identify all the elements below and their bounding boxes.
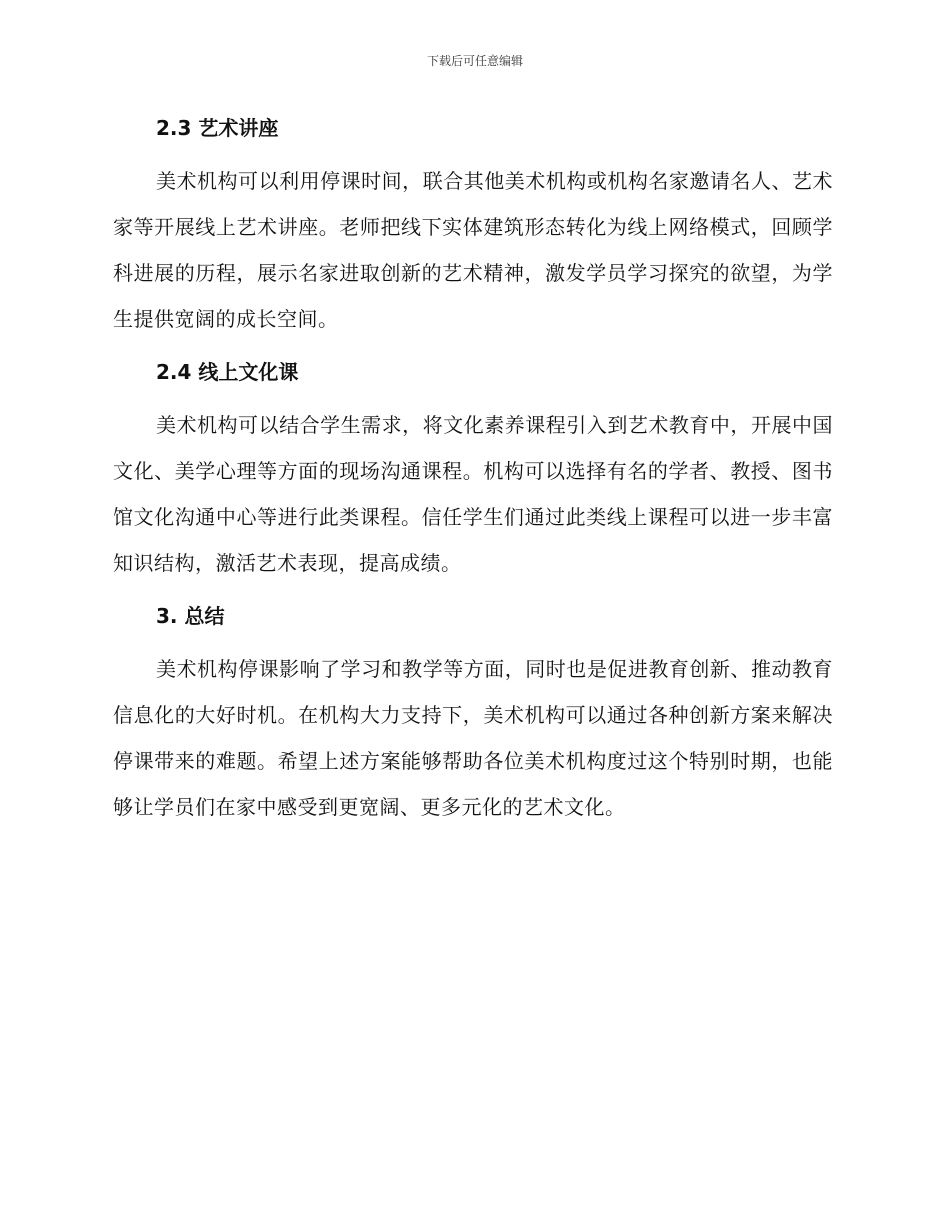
document-body: [113, 112, 833, 844]
section-summary: [113, 600, 833, 830]
section-paragraph: 美术机构可以利用停课时间，联合其他美术机构或机构名家邀请名人、艺术家等开展线上艺术讲座。老师把线下实体建筑形态转化为线上网络模式，回顾学科进展的历程，展示名家进取创新的艺术精神，激发学员学习探究的欲望，为学生提供宽阔的成长空间。: [113, 169, 833, 331]
section-heading: 2.4 线上文化课: [156, 360, 299, 384]
section-heading: 3. 总结: [156, 604, 225, 628]
section-paragraph: 美术机构停课影响了学习和教学等方面，同时也是促进教育创新、推动教育信息化的大好时机。在机构大力支持下，美术机构可以通过各种创新方案来解决停课带来的难题。希望上述方案能够帮助各位美术机构度过这个特别时期，也能够让学员们在家中感受到更宽阔、更多元化的艺术文化。: [113, 657, 833, 819]
page-header: 下载后可任意编辑: [426, 54, 523, 68]
section-art-lectures: [113, 112, 833, 342]
section-paragraph: 美术机构可以结合学生需求，将文化素养课程引入到艺术教育中，开展中国文化、美学心理等方面的现场沟通课程。机构可以选择有名的学者、教授、图书馆文化沟通中心等进行此类课程。信任学生们通过此类线上课程可以进一步丰富知识结构，激活艺术表现，提高成绩。: [113, 413, 833, 575]
section-online-culture-class: [113, 356, 833, 586]
section-heading: 2.3 艺术讲座: [156, 116, 279, 140]
